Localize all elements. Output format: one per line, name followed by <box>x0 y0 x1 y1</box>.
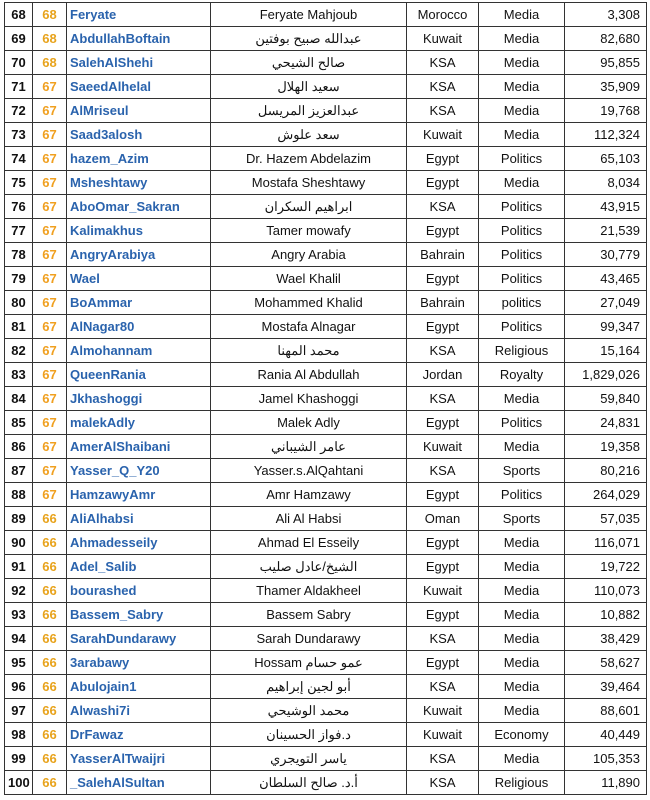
handle-cell[interactable]: HamzawyAmr <box>67 483 211 507</box>
country-cell: KSA <box>407 75 479 99</box>
category-cell: Politics <box>479 411 565 435</box>
score-cell: 66 <box>33 555 67 579</box>
rank-cell: 72 <box>5 99 33 123</box>
table-row <box>5 51 647 75</box>
country-cell: Bahrain <box>407 243 479 267</box>
name-cell: صالح الشيحي <box>211 51 407 75</box>
country-cell: Egypt <box>407 147 479 171</box>
score-cell: 67 <box>33 291 67 315</box>
category-cell: Media <box>479 123 565 147</box>
handle-cell[interactable]: DrFawaz <box>67 723 211 747</box>
handle-cell[interactable]: Saad3alosh <box>67 123 211 147</box>
score-cell: 66 <box>33 747 67 771</box>
handle-cell[interactable]: Bassem_Sabry <box>67 603 211 627</box>
rank-cell: 78 <box>5 243 33 267</box>
rank-cell: 80 <box>5 291 33 315</box>
score-cell: 67 <box>33 195 67 219</box>
followers-cell: 27,049 <box>565 291 647 315</box>
table-row <box>5 123 647 147</box>
name-cell: Mostafa Alnagar <box>211 315 407 339</box>
country-cell: Egypt <box>407 219 479 243</box>
country-cell: Morocco <box>407 3 479 27</box>
rank-cell: 91 <box>5 555 33 579</box>
name-cell: سعد علوش <box>211 123 407 147</box>
followers-cell: 19,768 <box>565 99 647 123</box>
followers-cell: 80,216 <box>565 459 647 483</box>
rank-cell: 83 <box>5 363 33 387</box>
followers-cell: 58,627 <box>565 651 647 675</box>
rank-cell: 89 <box>5 507 33 531</box>
followers-cell: 3,308 <box>565 3 647 27</box>
category-cell: Politics <box>479 147 565 171</box>
handle-cell[interactable]: AlNagar80 <box>67 315 211 339</box>
score-cell: 68 <box>33 51 67 75</box>
name-cell: ياسر التويجري <box>211 747 407 771</box>
country-cell: Kuwait <box>407 123 479 147</box>
name-cell: Angry Arabia <box>211 243 407 267</box>
table-row <box>5 291 647 315</box>
handle-cell[interactable]: Alwashi7i <box>67 699 211 723</box>
handle-cell[interactable]: Msheshtawy <box>67 171 211 195</box>
rank-cell: 87 <box>5 459 33 483</box>
score-cell: 66 <box>33 579 67 603</box>
followers-cell: 116,071 <box>565 531 647 555</box>
table-row <box>5 243 647 267</box>
rank-cell: 94 <box>5 627 33 651</box>
name-cell: Amr Hamzawy <box>211 483 407 507</box>
country-cell: Egypt <box>407 411 479 435</box>
table-row <box>5 555 647 579</box>
name-cell: Mohammed Khalid <box>211 291 407 315</box>
followers-cell: 38,429 <box>565 627 647 651</box>
country-cell: KSA <box>407 675 479 699</box>
handle-cell[interactable]: QueenRania <box>67 363 211 387</box>
category-cell: Media <box>479 435 565 459</box>
followers-cell: 19,358 <box>565 435 647 459</box>
followers-cell: 8,034 <box>565 171 647 195</box>
score-cell: 66 <box>33 699 67 723</box>
rank-cell: 93 <box>5 603 33 627</box>
table-row <box>5 507 647 531</box>
followers-cell: 57,035 <box>565 507 647 531</box>
rank-cell: 75 <box>5 171 33 195</box>
category-cell: Royalty <box>479 363 565 387</box>
table-row <box>5 483 647 507</box>
category-cell: Religious <box>479 771 565 795</box>
table-row <box>5 699 647 723</box>
rank-cell: 99 <box>5 747 33 771</box>
handle-cell[interactable]: bourashed <box>67 579 211 603</box>
country-cell: Jordan <box>407 363 479 387</box>
followers-cell: 43,465 <box>565 267 647 291</box>
score-cell: 67 <box>33 123 67 147</box>
followers-cell: 99,347 <box>565 315 647 339</box>
name-cell: أبو لجين إبراهيم <box>211 675 407 699</box>
handle-cell[interactable]: Jkhashoggi <box>67 387 211 411</box>
category-cell: Media <box>479 99 565 123</box>
country-cell: Egypt <box>407 267 479 291</box>
followers-cell: 65,103 <box>565 147 647 171</box>
name-cell: Sarah Dundarawy <box>211 627 407 651</box>
name-cell: عبدالعزيز المريسل <box>211 99 407 123</box>
name-cell: Yasser.s.AlQahtani <box>211 459 407 483</box>
category-cell: Media <box>479 3 565 27</box>
name-cell: د.فواز الحسينان <box>211 723 407 747</box>
category-cell: Media <box>479 51 565 75</box>
score-cell: 67 <box>33 363 67 387</box>
table-row <box>5 747 647 771</box>
category-cell: Media <box>479 627 565 651</box>
country-cell: Kuwait <box>407 699 479 723</box>
score-cell: 67 <box>33 147 67 171</box>
score-cell: 68 <box>33 3 67 27</box>
table-row <box>5 531 647 555</box>
handle-cell[interactable]: Adel_Salib <box>67 555 211 579</box>
rank-cell: 90 <box>5 531 33 555</box>
score-cell: 67 <box>33 483 67 507</box>
rank-cell: 88 <box>5 483 33 507</box>
category-cell: Religious <box>479 339 565 363</box>
country-cell: Kuwait <box>407 27 479 51</box>
country-cell: Egypt <box>407 531 479 555</box>
table-row <box>5 219 647 243</box>
table-row <box>5 771 647 795</box>
table-row <box>5 723 647 747</box>
score-cell: 67 <box>33 339 67 363</box>
followers-cell: 59,840 <box>565 387 647 411</box>
category-cell: Politics <box>479 219 565 243</box>
followers-cell: 24,831 <box>565 411 647 435</box>
name-cell: محمد المهنا <box>211 339 407 363</box>
country-cell: KSA <box>407 99 479 123</box>
table-row <box>5 651 647 675</box>
followers-cell: 110,073 <box>565 579 647 603</box>
name-cell: محمد الوشيحي <box>211 699 407 723</box>
category-cell: Media <box>479 27 565 51</box>
category-cell: Politics <box>479 243 565 267</box>
handle-cell[interactable]: Yasser_Q_Y20 <box>67 459 211 483</box>
category-cell: politics <box>479 291 565 315</box>
country-cell: KSA <box>407 459 479 483</box>
score-cell: 67 <box>33 267 67 291</box>
country-cell: Egypt <box>407 603 479 627</box>
handle-cell[interactable]: YasserAlTwaijri <box>67 747 211 771</box>
handle-cell[interactable]: Feryate <box>67 3 211 27</box>
handle-cell[interactable]: SaeedAlhelal <box>67 75 211 99</box>
category-cell: Economy <box>479 723 565 747</box>
rank-cell: 77 <box>5 219 33 243</box>
category-cell: Politics <box>479 483 565 507</box>
ranking-table <box>4 2 647 795</box>
name-cell: الشيخ/عادل صليب <box>211 555 407 579</box>
score-cell: 66 <box>33 627 67 651</box>
table-row <box>5 171 647 195</box>
name-cell: Ali Al Habsi <box>211 507 407 531</box>
country-cell: Kuwait <box>407 435 479 459</box>
score-cell: 66 <box>33 771 67 795</box>
followers-cell: 88,601 <box>565 699 647 723</box>
rank-cell: 68 <box>5 3 33 27</box>
country-cell: KSA <box>407 627 479 651</box>
table-row <box>5 315 647 339</box>
score-cell: 67 <box>33 459 67 483</box>
score-cell: 67 <box>33 315 67 339</box>
country-cell: KSA <box>407 339 479 363</box>
handle-cell[interactable]: _SalehAlSultan <box>67 771 211 795</box>
handle-cell[interactable]: Abulojain1 <box>67 675 211 699</box>
followers-cell: 82,680 <box>565 27 647 51</box>
followers-cell: 10,882 <box>565 603 647 627</box>
country-cell: Egypt <box>407 483 479 507</box>
country-cell: KSA <box>407 51 479 75</box>
score-cell: 67 <box>33 411 67 435</box>
handle-cell[interactable]: BoAmmar <box>67 291 211 315</box>
ranking-table-body <box>5 3 647 795</box>
rank-cell: 70 <box>5 51 33 75</box>
table-row <box>5 459 647 483</box>
name-cell: Wael Khalil <box>211 267 407 291</box>
rank-cell: 100 <box>5 771 33 795</box>
table-row <box>5 99 647 123</box>
rank-cell: 98 <box>5 723 33 747</box>
rank-cell: 81 <box>5 315 33 339</box>
score-cell: 68 <box>33 27 67 51</box>
table-row <box>5 435 647 459</box>
name-cell: Ahmad El Esseily <box>211 531 407 555</box>
category-cell: Media <box>479 387 565 411</box>
category-cell: Sports <box>479 507 565 531</box>
table-row <box>5 3 647 27</box>
score-cell: 66 <box>33 651 67 675</box>
followers-cell: 15,164 <box>565 339 647 363</box>
rank-cell: 95 <box>5 651 33 675</box>
followers-cell: 112,324 <box>565 123 647 147</box>
name-cell: عامر الشيباني <box>211 435 407 459</box>
category-cell: Media <box>479 555 565 579</box>
table-row <box>5 411 647 435</box>
followers-cell: 39,464 <box>565 675 647 699</box>
followers-cell: 21,539 <box>565 219 647 243</box>
name-cell: Feryate Mahjoub <box>211 3 407 27</box>
handle-cell[interactable]: SalehAlShehi <box>67 51 211 75</box>
score-cell: 67 <box>33 387 67 411</box>
name-cell: عبدالله صبيح بوفتين <box>211 27 407 51</box>
handle-cell[interactable]: AboOmar_Sakran <box>67 195 211 219</box>
followers-cell: 1,829,026 <box>565 363 647 387</box>
score-cell: 67 <box>33 171 67 195</box>
followers-cell: 30,779 <box>565 243 647 267</box>
category-cell: Media <box>479 579 565 603</box>
category-cell: Media <box>479 747 565 771</box>
country-cell: Bahrain <box>407 291 479 315</box>
country-cell: Egypt <box>407 651 479 675</box>
table-row <box>5 195 647 219</box>
handle-cell[interactable]: SarahDundarawy <box>67 627 211 651</box>
score-cell: 67 <box>33 243 67 267</box>
category-cell: Media <box>479 603 565 627</box>
score-cell: 67 <box>33 75 67 99</box>
table-row <box>5 627 647 651</box>
country-cell: Oman <box>407 507 479 531</box>
handle-cell[interactable]: Kalimakhus <box>67 219 211 243</box>
country-cell: Egypt <box>407 171 479 195</box>
score-cell: 67 <box>33 435 67 459</box>
name-cell: عمو حسام Hossam <box>211 651 407 675</box>
table-row <box>5 27 647 51</box>
table-row <box>5 339 647 363</box>
country-cell: KSA <box>407 747 479 771</box>
score-cell: 67 <box>33 219 67 243</box>
rank-cell: 76 <box>5 195 33 219</box>
followers-cell: 40,449 <box>565 723 647 747</box>
country-cell: Kuwait <box>407 723 479 747</box>
rank-cell: 74 <box>5 147 33 171</box>
rank-cell: 69 <box>5 27 33 51</box>
followers-cell: 43,915 <box>565 195 647 219</box>
category-cell: Media <box>479 651 565 675</box>
score-cell: 66 <box>33 675 67 699</box>
handle-cell[interactable]: hazem_Azim <box>67 147 211 171</box>
category-cell: Media <box>479 75 565 99</box>
handle-cell[interactable]: Ahmadesseily <box>67 531 211 555</box>
name-cell: ابراهيم السكران <box>211 195 407 219</box>
table-row <box>5 387 647 411</box>
followers-cell: 19,722 <box>565 555 647 579</box>
rank-cell: 84 <box>5 387 33 411</box>
rank-cell: 85 <box>5 411 33 435</box>
score-cell: 66 <box>33 723 67 747</box>
rank-cell: 82 <box>5 339 33 363</box>
country-cell: KSA <box>407 387 479 411</box>
rank-cell: 97 <box>5 699 33 723</box>
followers-cell: 105,353 <box>565 747 647 771</box>
country-cell: KSA <box>407 771 479 795</box>
handle-cell[interactable]: malekAdly <box>67 411 211 435</box>
name-cell: Thamer Aldakheel <box>211 579 407 603</box>
category-cell: Media <box>479 531 565 555</box>
handle-cell[interactable]: 3arabawy <box>67 651 211 675</box>
rank-cell: 73 <box>5 123 33 147</box>
table-row <box>5 147 647 171</box>
category-cell: Politics <box>479 195 565 219</box>
table-row <box>5 675 647 699</box>
name-cell: أ.د. صالح السلطان <box>211 771 407 795</box>
score-cell: 66 <box>33 507 67 531</box>
name-cell: Rania Al Abdullah <box>211 363 407 387</box>
category-cell: Politics <box>479 267 565 291</box>
handle-cell[interactable]: AliAlhabsi <box>67 507 211 531</box>
name-cell: Mostafa Sheshtawy <box>211 171 407 195</box>
score-cell: 67 <box>33 99 67 123</box>
handle-cell[interactable]: Wael <box>67 267 211 291</box>
category-cell: Media <box>479 171 565 195</box>
handle-cell[interactable]: AmerAlShaibani <box>67 435 211 459</box>
category-cell: Media <box>479 675 565 699</box>
table-row <box>5 363 647 387</box>
category-cell: Media <box>479 699 565 723</box>
name-cell: سعيد الهلال <box>211 75 407 99</box>
name-cell: Tamer mowafy <box>211 219 407 243</box>
followers-cell: 264,029 <box>565 483 647 507</box>
followers-cell: 35,909 <box>565 75 647 99</box>
rank-cell: 86 <box>5 435 33 459</box>
score-cell: 66 <box>33 531 67 555</box>
handle-cell[interactable]: AlMriseul <box>67 99 211 123</box>
country-cell: KSA <box>407 195 479 219</box>
rank-cell: 79 <box>5 267 33 291</box>
category-cell: Sports <box>479 459 565 483</box>
followers-cell: 11,890 <box>565 771 647 795</box>
table-row <box>5 579 647 603</box>
table-row <box>5 603 647 627</box>
followers-cell: 95,855 <box>565 51 647 75</box>
country-cell: Kuwait <box>407 579 479 603</box>
name-cell: Jamel Khashoggi <box>211 387 407 411</box>
handle-cell[interactable]: AngryArabiya <box>67 243 211 267</box>
country-cell: Egypt <box>407 555 479 579</box>
country-cell: Egypt <box>407 315 479 339</box>
handle-cell[interactable]: AbdullahBoftain <box>67 27 211 51</box>
name-cell: Dr. Hazem Abdelazim <box>211 147 407 171</box>
table-row <box>5 267 647 291</box>
rank-cell: 92 <box>5 579 33 603</box>
category-cell: Politics <box>479 315 565 339</box>
score-cell: 66 <box>33 603 67 627</box>
name-cell: Bassem Sabry <box>211 603 407 627</box>
rank-cell: 96 <box>5 675 33 699</box>
name-cell: Malek Adly <box>211 411 407 435</box>
table-row <box>5 75 647 99</box>
rank-cell: 71 <box>5 75 33 99</box>
handle-cell[interactable]: Almohannam <box>67 339 211 363</box>
